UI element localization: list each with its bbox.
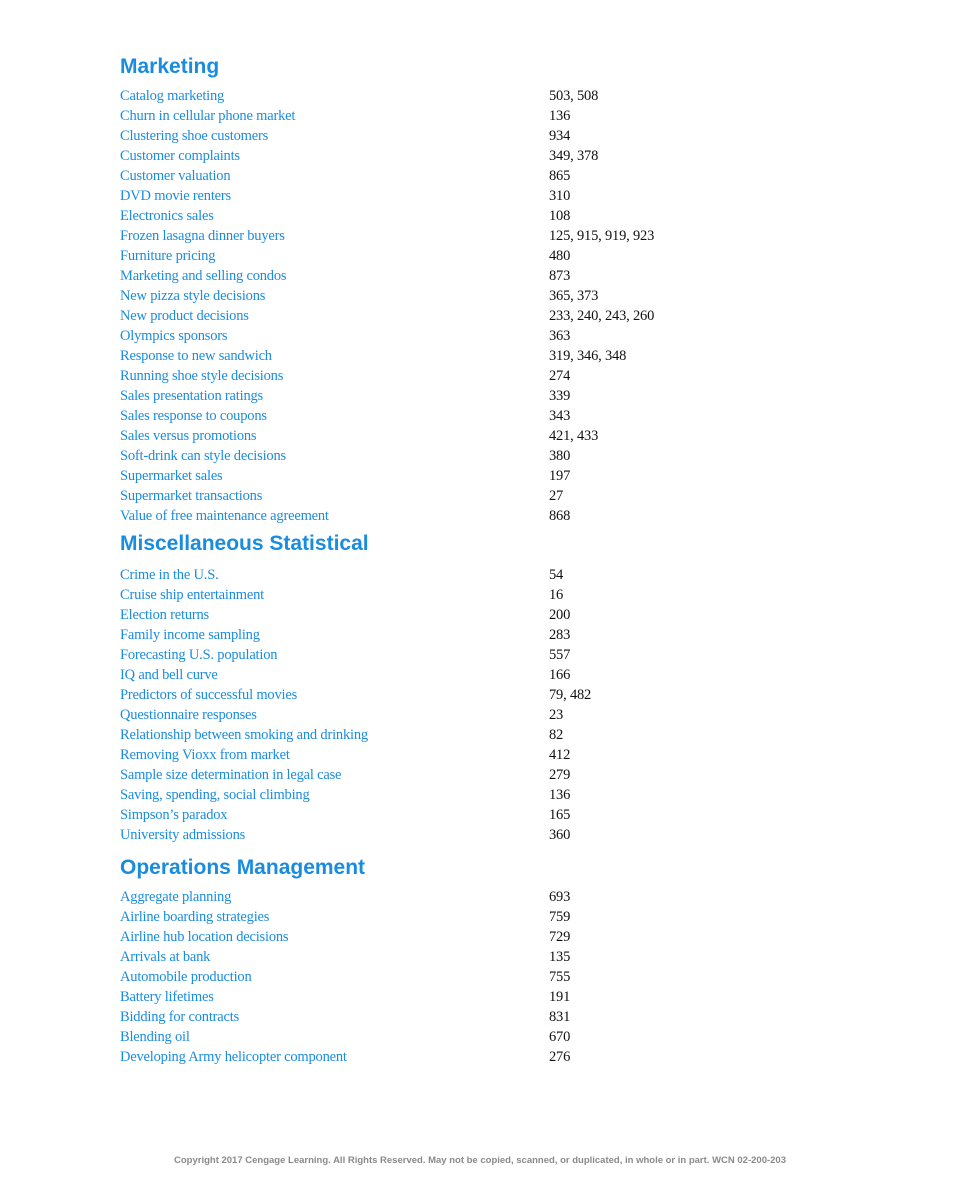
entry-topic: Supermarket sales <box>120 468 223 484</box>
entry-topic: Olympics sponsors <box>120 328 228 344</box>
entry-page-numbers: 670 <box>549 1029 571 1045</box>
index-entry <box>120 106 840 126</box>
index-entry <box>120 605 840 625</box>
index-entry <box>120 967 840 987</box>
index-entry <box>120 86 840 106</box>
entry-topic: Sample size determination in legal case <box>120 767 342 783</box>
index-entry <box>120 466 840 486</box>
entry-topic: Airline boarding strategies <box>120 909 270 925</box>
entry-page-numbers: 310 <box>549 188 571 204</box>
entry-page-numbers: 279 <box>549 767 571 783</box>
entry-page-numbers: 274 <box>549 368 571 384</box>
index-entry <box>120 366 840 386</box>
index-entry <box>120 286 840 306</box>
entry-topic: Family income sampling <box>120 627 260 643</box>
entry-page-numbers: 125, 915, 919, 923 <box>549 228 655 244</box>
index-entry <box>120 326 840 346</box>
index-entry <box>120 947 840 967</box>
entry-page-numbers: 108 <box>549 208 571 224</box>
entry-page-numbers: 136 <box>549 787 571 803</box>
entry-page-numbers: 197 <box>549 468 571 484</box>
entry-page-numbers: 873 <box>549 268 571 284</box>
entry-topic: Sales response to coupons <box>120 408 267 424</box>
entry-page-numbers: 200 <box>549 607 571 623</box>
entry-topic: Marketing and selling condos <box>120 268 287 284</box>
entry-page-numbers: 831 <box>549 1009 571 1025</box>
index-entry <box>120 226 840 246</box>
entry-page-numbers: 934 <box>549 128 571 144</box>
entry-page-numbers: 276 <box>549 1049 571 1065</box>
index-entry <box>120 825 840 845</box>
entry-topic: Predictors of successful movies <box>120 687 298 703</box>
entry-page-numbers: 349, 378 <box>549 148 599 164</box>
entry-topic: Relationship between smoking and drinking <box>120 727 368 743</box>
entry-topic: Sales presentation ratings <box>120 388 263 404</box>
index-entry <box>120 486 840 506</box>
entry-topic: Battery lifetimes <box>120 989 214 1005</box>
entry-page-numbers: 319, 346, 348 <box>549 348 627 364</box>
entry-page-numbers: 755 <box>549 969 571 985</box>
entry-topic: Airline hub location decisions <box>120 929 289 945</box>
entry-topic: Soft-drink can style decisions <box>120 448 286 464</box>
entry-page-numbers: 360 <box>549 827 571 843</box>
entry-topic: Churn in cellular phone market <box>120 108 296 124</box>
entry-topic: Saving, spending, social climbing <box>120 787 310 803</box>
index-entry <box>120 306 840 326</box>
index-entry <box>120 206 840 226</box>
entry-page-numbers: 380 <box>549 448 571 464</box>
index-entry <box>120 805 840 825</box>
entry-page-numbers: 166 <box>549 667 571 683</box>
index-page <box>120 52 840 1067</box>
entry-topic: Furniture pricing <box>120 248 216 264</box>
index-entry <box>120 346 840 366</box>
index-entry <box>120 625 840 645</box>
entry-page-numbers: 480 <box>549 248 571 264</box>
section-operations-management <box>120 853 840 1067</box>
entry-topic: Customer valuation <box>120 168 231 184</box>
entry-page-numbers: 503, 508 <box>549 88 599 104</box>
entry-page-numbers: 343 <box>549 408 571 424</box>
entry-page-numbers: 27 <box>549 488 564 504</box>
entry-page-numbers: 16 <box>549 587 564 603</box>
entry-list <box>120 86 840 526</box>
entry-page-numbers: 79, 482 <box>549 687 592 703</box>
entry-topic: Value of free maintenance agreement <box>120 508 329 524</box>
entry-list <box>120 565 840 845</box>
section-heading: Miscellaneous Statistical <box>120 532 369 555</box>
entry-page-numbers: 865 <box>549 168 571 184</box>
entry-topic: Frozen lasagna dinner buyers <box>120 228 285 244</box>
entry-page-numbers: 233, 240, 243, 260 <box>549 308 655 324</box>
index-entry <box>120 725 840 745</box>
entry-page-numbers: 729 <box>549 929 571 945</box>
index-entry <box>120 446 840 466</box>
entry-list <box>120 887 840 1067</box>
entry-topic: Simpson’s paradox <box>120 807 228 823</box>
entry-topic: New product decisions <box>120 308 249 324</box>
entry-topic: New pizza style decisions <box>120 288 266 304</box>
index-entry <box>120 386 840 406</box>
index-entry <box>120 266 840 286</box>
index-entry <box>120 887 840 907</box>
entry-page-numbers: 693 <box>549 889 571 905</box>
entry-topic: Supermarket transactions <box>120 488 263 504</box>
section-miscellaneous-statistical <box>120 529 840 845</box>
section-heading: Marketing <box>120 55 220 78</box>
entry-page-numbers: 135 <box>549 949 571 965</box>
index-entry <box>120 907 840 927</box>
entry-topic: University admissions <box>120 827 246 843</box>
index-entry <box>120 765 840 785</box>
index-entry <box>120 166 840 186</box>
entry-topic: Arrivals at bank <box>120 949 211 965</box>
entry-topic: Customer complaints <box>120 148 240 164</box>
entry-page-numbers: 136 <box>549 108 571 124</box>
entry-topic: Election returns <box>120 607 210 623</box>
index-entry <box>120 506 840 526</box>
entry-topic: Sales versus promotions <box>120 428 257 444</box>
entry-topic: Removing Vioxx from market <box>120 747 290 763</box>
entry-page-numbers: 421, 433 <box>549 428 599 444</box>
entry-topic: Forecasting U.S. population <box>120 647 278 663</box>
index-entry <box>120 426 840 446</box>
entry-page-numbers: 165 <box>549 807 571 823</box>
entry-topic: Bidding for contracts <box>120 1009 240 1025</box>
entry-page-numbers: 339 <box>549 388 571 404</box>
index-entry <box>120 705 840 725</box>
index-entry <box>120 126 840 146</box>
entry-page-numbers: 23 <box>549 707 564 723</box>
index-entry <box>120 1007 840 1027</box>
index-entry <box>120 987 840 1007</box>
index-entry <box>120 565 840 585</box>
entry-page-numbers: 557 <box>549 647 571 663</box>
index-entry <box>120 146 840 166</box>
index-entry <box>120 246 840 266</box>
entry-topic: Questionnaire responses <box>120 707 257 723</box>
index-entry <box>120 1047 840 1067</box>
entry-page-numbers: 82 <box>549 727 564 743</box>
index-entry <box>120 785 840 805</box>
entry-topic: Cruise ship entertainment <box>120 587 264 603</box>
entry-page-numbers: 54 <box>549 567 564 583</box>
entry-topic: Developing Army helicopter component <box>120 1049 347 1065</box>
entry-topic: Running shoe style decisions <box>120 368 284 384</box>
entry-topic: Blending oil <box>120 1029 190 1045</box>
index-entry <box>120 745 840 765</box>
entry-page-numbers: 283 <box>549 627 571 643</box>
entry-topic: Response to new sandwich <box>120 348 272 364</box>
index-entry <box>120 665 840 685</box>
entry-topic: Catalog marketing <box>120 88 225 104</box>
entry-page-numbers: 365, 373 <box>549 288 599 304</box>
entry-page-numbers: 759 <box>549 909 571 925</box>
entry-page-numbers: 412 <box>549 747 571 763</box>
index-entry <box>120 406 840 426</box>
entry-page-numbers: 363 <box>549 328 571 344</box>
index-entry <box>120 186 840 206</box>
entry-page-numbers: 191 <box>549 989 571 1005</box>
index-entry <box>120 1027 840 1047</box>
index-entry <box>120 927 840 947</box>
entry-topic: Electronics sales <box>120 208 214 224</box>
index-entry <box>120 685 840 705</box>
index-entry <box>120 585 840 605</box>
entry-topic: DVD movie renters <box>120 188 231 204</box>
entry-topic: Aggregate planning <box>120 889 232 905</box>
entry-topic: Clustering shoe customers <box>120 128 269 144</box>
section-marketing <box>120 52 840 526</box>
entry-topic: Crime in the U.S. <box>120 567 219 583</box>
entry-topic: Automobile production <box>120 969 252 985</box>
entry-page-numbers: 868 <box>549 508 571 524</box>
copyright-footer: Copyright 2017 Cengage Learning. All Rights Reserved. May not be copied, scanned, or duplicated, in whole or in part. WCN 02-200-203 <box>174 1155 786 1166</box>
index-entry <box>120 645 840 665</box>
entry-topic: IQ and bell curve <box>120 667 218 683</box>
section-heading: Operations Management <box>120 856 366 879</box>
